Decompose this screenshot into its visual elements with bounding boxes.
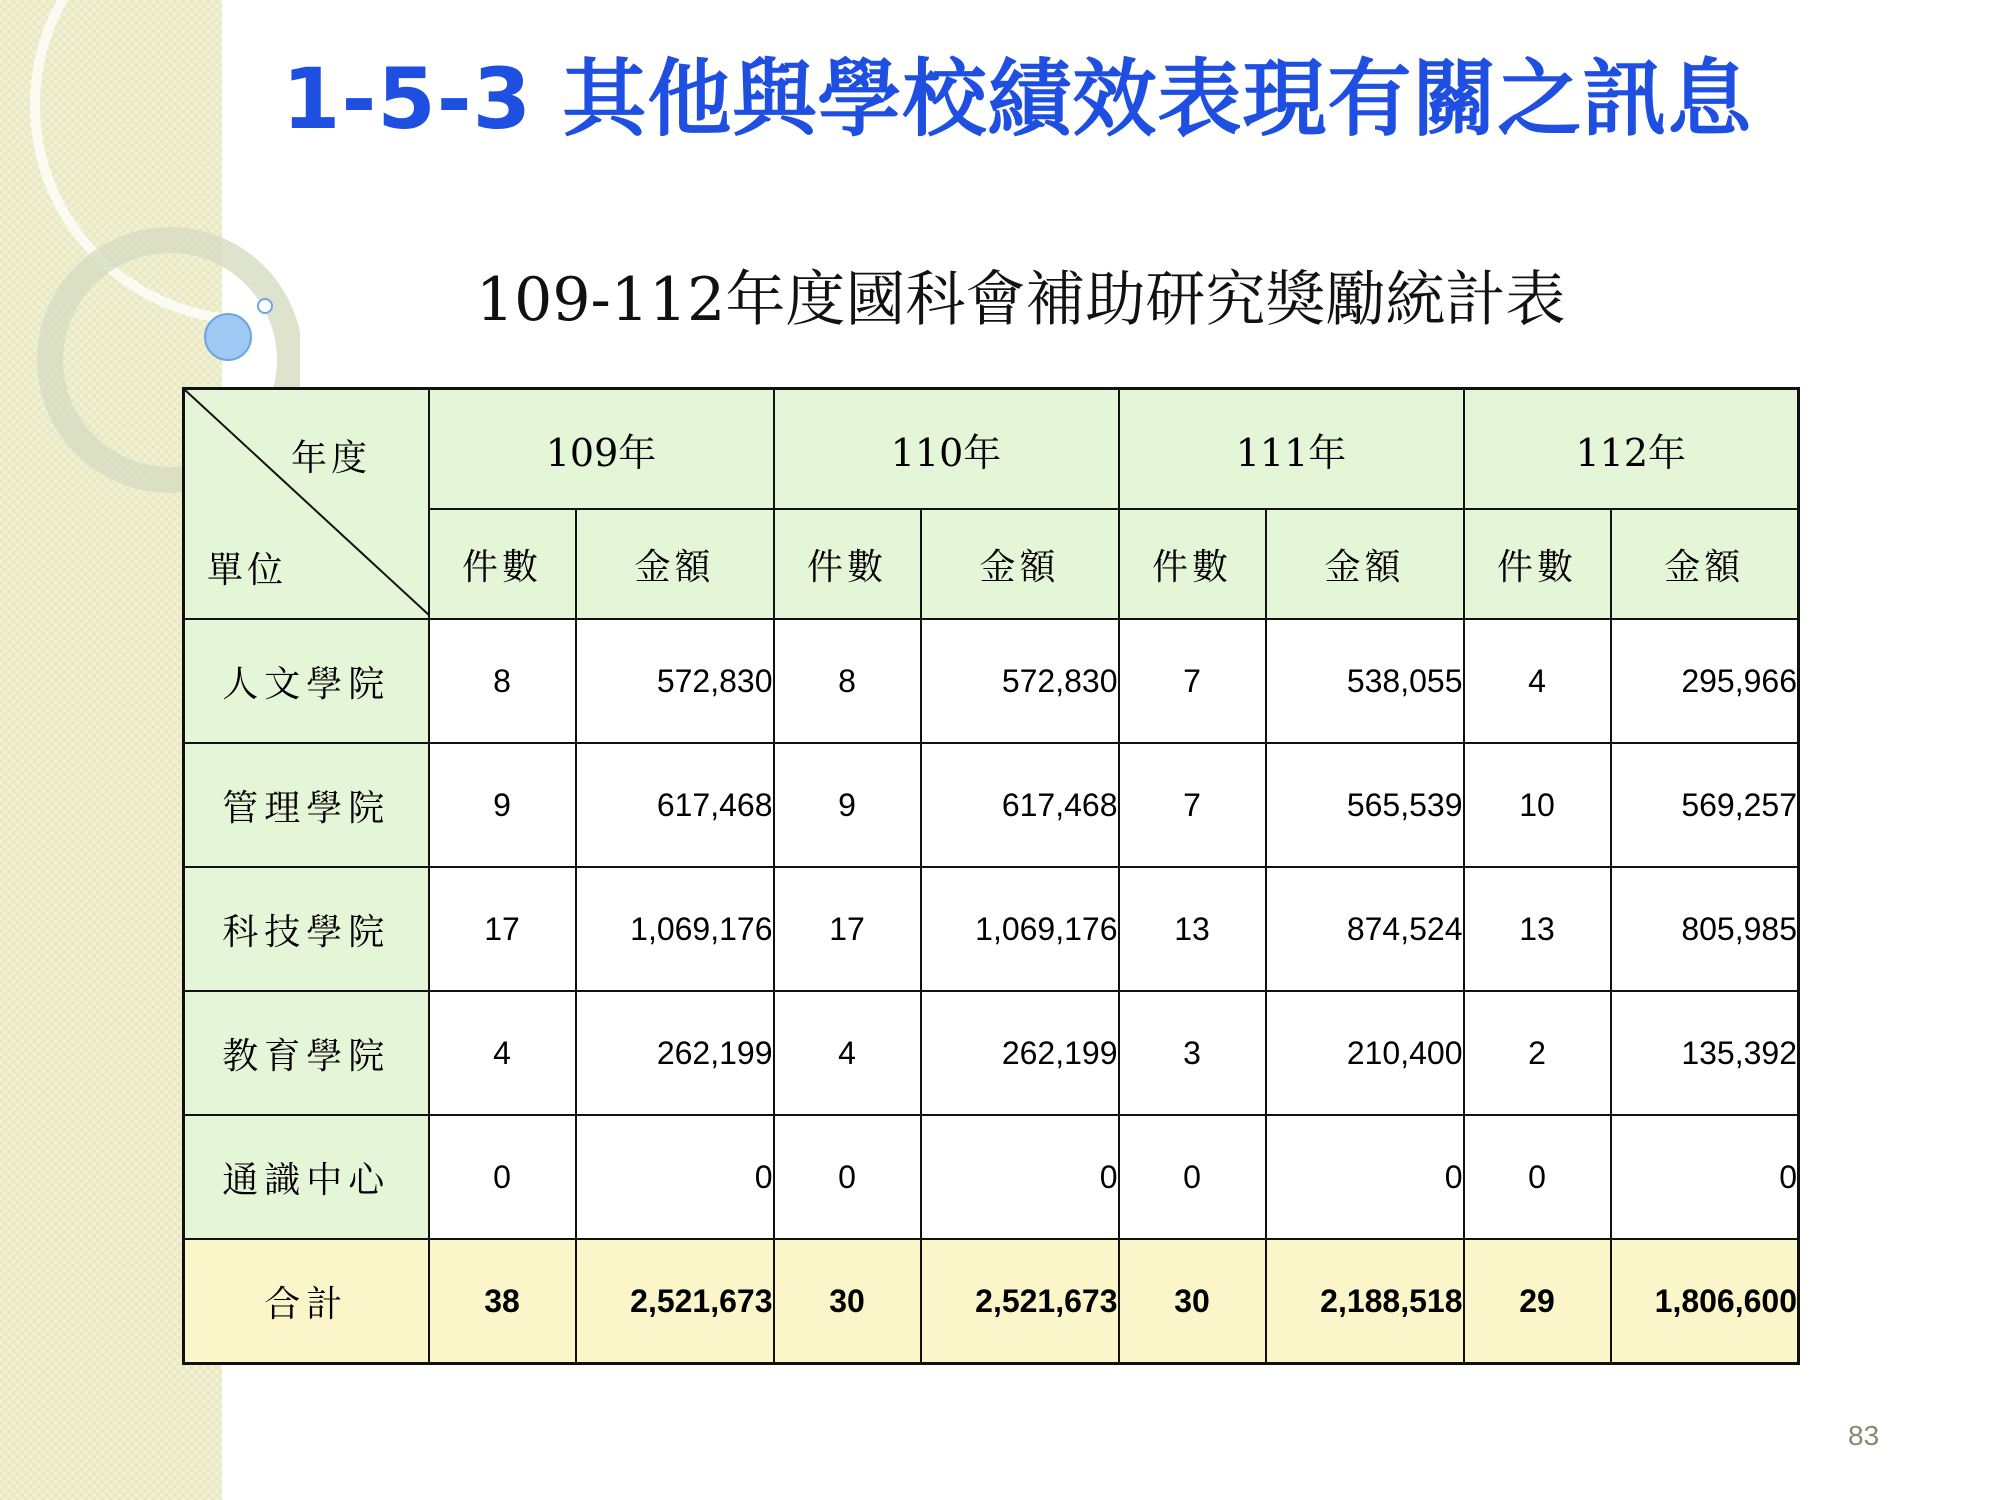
- total-row: [184, 1239, 1799, 1364]
- count-cell: 4: [429, 991, 576, 1115]
- count-cell: 9: [429, 743, 576, 867]
- amount-cell: 569,257: [1611, 743, 1799, 867]
- amount-cell: 572,830: [921, 619, 1119, 743]
- total-amount-cell: 2,521,673: [576, 1239, 774, 1364]
- amount-header: 金額: [576, 509, 774, 619]
- amount-cell: 210,400: [1266, 991, 1464, 1115]
- count-cell: 0: [774, 1115, 921, 1239]
- total-label: 合計: [184, 1239, 429, 1364]
- count-header: 件數: [1464, 509, 1611, 619]
- total-amount-cell: 2,188,518: [1266, 1239, 1464, 1364]
- amount-cell: 617,468: [576, 743, 774, 867]
- count-cell: 4: [774, 991, 921, 1115]
- total-count-cell: 30: [1119, 1239, 1266, 1364]
- total-count-cell: 38: [429, 1239, 576, 1364]
- amount-cell: 805,985: [1611, 867, 1799, 991]
- total-count-cell: 30: [774, 1239, 921, 1364]
- unit-label: 教育學院: [184, 991, 429, 1115]
- count-cell: 0: [429, 1115, 576, 1239]
- count-cell: 3: [1119, 991, 1266, 1115]
- count-cell: 7: [1119, 619, 1266, 743]
- table-row: [184, 991, 1799, 1115]
- corner-year-label: 年度: [291, 438, 372, 479]
- amount-header: 金額: [1266, 509, 1464, 619]
- year-header: 112年: [1464, 389, 1799, 510]
- amount-cell: 0: [1611, 1115, 1799, 1239]
- total-amount-cell: 1,806,600: [1611, 1239, 1799, 1364]
- count-cell: 7: [1119, 743, 1266, 867]
- amount-header: 金額: [921, 509, 1119, 619]
- count-cell: 17: [429, 867, 576, 991]
- page-title: 1-5-3 其他與學校績效表現有關之訊息: [282, 50, 1753, 148]
- count-cell: 8: [429, 619, 576, 743]
- unit-label: 通識中心: [184, 1115, 429, 1239]
- count-cell: 9: [774, 743, 921, 867]
- amount-header: 金額: [1611, 509, 1799, 619]
- amount-cell: 135,392: [1611, 991, 1799, 1115]
- count-cell: 13: [1464, 867, 1611, 991]
- amount-cell: 262,199: [576, 991, 774, 1115]
- amount-cell: 0: [921, 1115, 1119, 1239]
- unit-label: 人文學院: [184, 619, 429, 743]
- amount-cell: 1,069,176: [576, 867, 774, 991]
- amount-cell: 1,069,176: [921, 867, 1119, 991]
- page-number: 83: [1848, 1420, 1880, 1451]
- corner-header-cell: [184, 389, 429, 620]
- count-header: 件數: [774, 509, 921, 619]
- amount-cell: 617,468: [921, 743, 1119, 867]
- year-header: 111年: [1119, 389, 1464, 510]
- table-title: 109-112年度國科會補助研究獎勵統計表: [476, 265, 1566, 335]
- amount-cell: 0: [576, 1115, 774, 1239]
- count-header: 件數: [429, 509, 576, 619]
- count-cell: 17: [774, 867, 921, 991]
- table-row: [184, 867, 1799, 991]
- table-row: [184, 1115, 1799, 1239]
- count-cell: 8: [774, 619, 921, 743]
- amount-cell: 874,524: [1266, 867, 1464, 991]
- corner-unit-label: 單位: [207, 550, 288, 591]
- count-header: 件數: [1119, 509, 1266, 619]
- amount-cell: 565,539: [1266, 743, 1464, 867]
- amount-cell: 0: [1266, 1115, 1464, 1239]
- total-amount-cell: 2,521,673: [921, 1239, 1119, 1364]
- unit-label: 科技學院: [184, 867, 429, 991]
- amount-cell: 295,966: [1611, 619, 1799, 743]
- research-award-table: [182, 387, 1800, 1365]
- count-cell: 13: [1119, 867, 1266, 991]
- table-row: [184, 619, 1799, 743]
- year-header: 110年: [774, 389, 1119, 510]
- year-header: 109年: [429, 389, 774, 510]
- count-cell: 4: [1464, 619, 1611, 743]
- amount-cell: 538,055: [1266, 619, 1464, 743]
- count-cell: 0: [1464, 1115, 1611, 1239]
- bubble-small: [258, 299, 272, 313]
- amount-cell: 572,830: [576, 619, 774, 743]
- count-cell: 2: [1464, 991, 1611, 1115]
- table-row: [184, 743, 1799, 867]
- count-cell: 10: [1464, 743, 1611, 867]
- unit-label: 管理學院: [184, 743, 429, 867]
- total-count-cell: 29: [1464, 1239, 1611, 1364]
- count-cell: 0: [1119, 1115, 1266, 1239]
- amount-cell: 262,199: [921, 991, 1119, 1115]
